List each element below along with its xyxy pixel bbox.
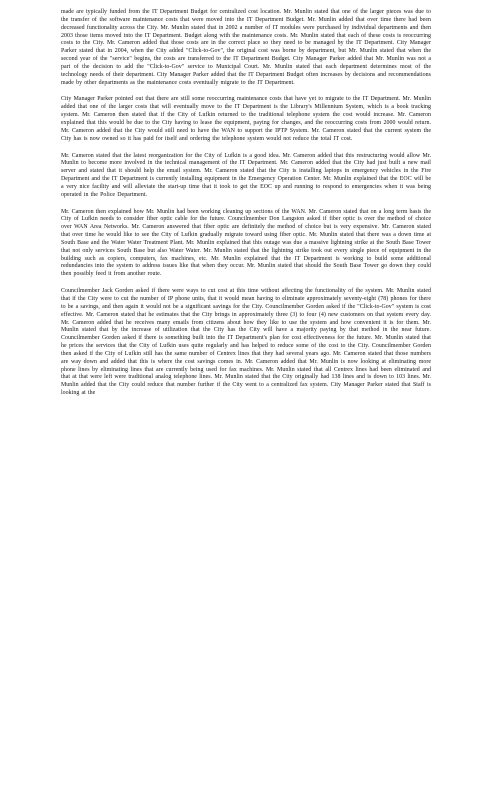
paragraph-it-budget-costs: made are typically funded from the IT Department Budget for centralized cost location. Mr. Munlin stated that one of the larger pieces was due to the transfer of the software maintenance costs that were moved into the IT Department Budget. Mr. Munlin added that over time there had been decreased functionality across the City. Mr. Munlin stated that in 2002 a number of IT modules were purchased by individual departments and then 2003 those items moved into the IT Department. Budget along with the maintenance costs. Mr. Munlin stated that each of these costs is reoccurring costs to the City. Mr. Cameron added that those costs are in the correct place so they need to be managed by the IT Department. City Manager Parker stated that in 2004, when the City added "Click-to-Gov", the original cost was borne by department, but Mr. Munlin stated that when the second year of the "service" begins, the costs are transferred to the IT Department Budget. City Manager Parker added that Mr. Munlin was not a part of the decision to add the "Click-to-Gov" service to Municipal Court. Mr. Munlin stated that each department determines most of the technology needs of their department. City Manager Parker added that the IT Department Budget often increases by decisions and recommendations made by other departments as the maintenance costs eventually migrate to the IT Department. — [61, 9, 431, 86]
paragraph-reorganization: Mr. Cameron stated that the latest reorganization for the City of Lufkin is a good idea. Mr. Cameron added that this restructuring would allow Mr. Munlin to become more involved in the technical management of the IT Department. Mr. Cameron added that the City had just built a new mail server and stated that it should help the email system. Mr. Cameron stated that the City is installing laptops in emergency vehicles in the Fire Department and the IT Department is currently installing equipment in the Emergency Operation Center. Mr. Munlin explained that the EOC will be a very nice facility and will alleviate the start-up time that it took to get the EOC up and running to respond to emergencies when it was being operated in the Police Department. — [61, 152, 431, 198]
paragraph-wan-fiber-optic: Mr. Cameron then explained how Mr. Munlin had been working cleaning up sections of the WAN. Mr. Cameron stated that on a long term basis the City of Lufkin needs to consider fiber optic cable for the future. Councilmember Don Langston asked if fiber optic is over the method of choice over WAN Area Networks. Mr. Cameron answered that fiber optic are definitely the method of choice but is very expensive. Mr. Cameron stated that over time he would like to see the City of Lufkin gradually migrate toward using fiber optic. Mr. Munlin stated that there was a down time at South Base and the Water Water Treatment Plant. Mr. Munlin explained that this outage was due a massive lightning strike at the South Base Tower that not only services South Base but also Water Water. Mr. Munlin stated that the lightning strike took out every single piece of equipment in the building such as copiers, computers, fax machines, etc. Mr. Munlin explained that the IT Department is working to build some additional redundancies into the system to address issues like that when they occur. Mr. Munlin stated that should the South Base Tower go down they could then possibly feed it from another route. — [61, 208, 431, 278]
paragraph-maintenance-costs: City Manager Parker pointed out that there are still some reoccurring maintenance costs that have yet to migrate to the IT Department. Mr. Munlin added that one of the larger costs that will eventually move to the IT Department is the Library's Millennium System, which is a book tracking system. Mr. Cameron then stated that if the City of Lufkin returned to the traditional telephone system the cost would increase. Mr. Cameron explained that this would be due to the City having to lease the equipment, paying for changes, and the reoccurring costs from 2000 would return. Mr. Cameron added that the City would still need to have the WAN to support the IPTP System. Mr. Cameron stated that the current system the City has is now owned so it has paid for itself and ordering the telephone system would not reduce the total IT cost. — [61, 96, 431, 142]
paragraph-cost-cutting: Councilmember Jack Gorden asked if there were ways to cut cost at this time without affecting the functionality of the system. Mr. Munlin stated that if the City were to cut the number of IP phone units, that it would mean having to eliminate approximately seventy-eight (78) phones for there to be a savings, and then again it would not be a significant savings for the City. Councilmember Gorden asked if the "Click-to-Gov" system is cost effective. Mr. Cameron stated that he estimates that the City brings in approximately three (3) to four (4) new customers on that system every day. Mr. Cameron added that he receives many emails from citizens about how they like to use the system and how convenient it is for them. Mr. Munlin stated that by the increase of utilization that the City has the City will have a majority paying by that method in the near future. Councilmember Gorden asked if there is something built into the IT Department's plan for cost effectiveness for the future. Mr. Munlin stated that he prices the services that the City of Lufkin uses quite regularly and has helped to reduce some of the cost to the City. Councilmember Gorden then asked if the City of Lufkin still has the same number of Centrex lines that they had several years ago. Mr. Cameron stated that those numbers are way down and added that this is where the cost savings comes in. Mr. Cameron added that Mr. Munlin is now looking at eliminating more phone lines by eliminating lines that are currently being used for fax machines. Mr. Munlin stated that all Centrex lines had been eliminated and that at that were left were traditional analog telephone lines. Mr. Munlin stated that the City originally had 138 lines and is down to 103 lines. Mr. Munlin added that the City could reduce that number further if the City went to a centralized fax system. City Manager Parker stated that Staff is looking at the — [61, 288, 431, 397]
